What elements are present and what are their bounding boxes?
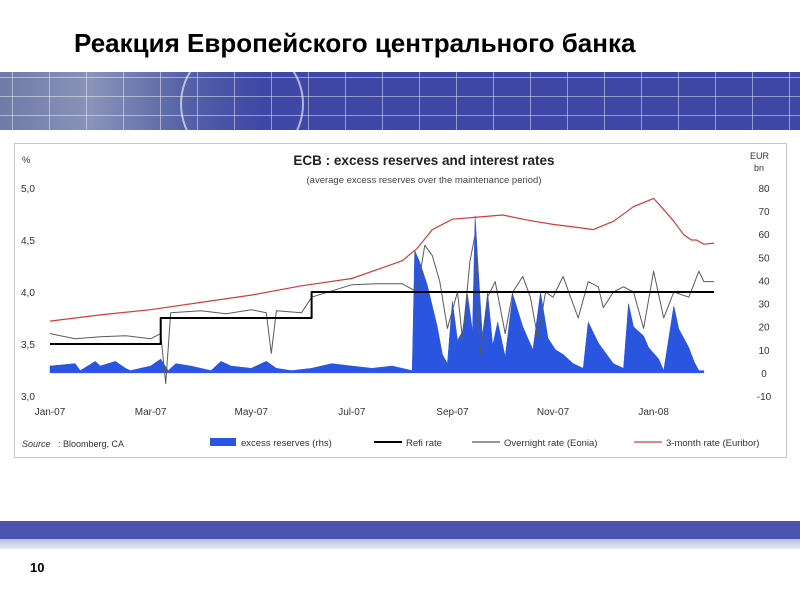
left-tick-label: 3,0 [21,392,35,403]
right-axis-unit-bn: bn [754,163,765,173]
x-tick-label: Jan-08 [638,407,669,418]
left-axis-unit: % [22,155,31,166]
legend-euribor-label: 3-month rate (Euribor) [666,438,760,449]
footer-band-gradient [0,539,800,549]
left-tick-label: 4,0 [21,288,35,299]
page-number: 10 [30,560,45,575]
right-tick-label: 80 [758,184,770,195]
right-tick-label: 10 [758,345,770,357]
euribor-line [50,198,714,321]
x-tick-label: May-07 [234,407,268,418]
right-tick-label: -10 [756,392,772,403]
chart-subtitle: (average excess reserves over the maintenance period) [306,175,542,186]
legend-eonia-label: Overnight rate (Eonia) [504,438,598,449]
left-tick-label: 5,0 [21,184,35,195]
right-tick-label: 70 [758,207,770,219]
source-label: Source [22,439,51,449]
left-tick-label: 4,5 [21,236,35,247]
legend-refi-label: Refi rate [406,438,442,449]
x-tick-label: Jan-07 [34,407,66,418]
right-tick-label: 30 [758,299,770,311]
right-tick-label: 0 [761,368,767,380]
x-tick-label: Sep-07 [436,407,469,418]
left-tick-label: 3,5 [21,340,35,351]
banner-grid-pattern [0,72,800,130]
footer-band [0,521,800,539]
refi-line [50,292,714,344]
ecb-chart [14,143,785,456]
right-axis-unit-eur: EUR [750,151,770,161]
x-tick-label: Mar-07 [134,407,167,418]
chart-title: ECB : excess reserves and interest rates [293,153,555,168]
x-tick-label: Jul-07 [338,407,366,418]
eonia-line [50,235,714,384]
slide-title: Реакция Европейского центрального банка [74,28,636,58]
header-banner [0,72,800,130]
right-tick-label: 40 [758,276,770,288]
excess-reserves-area [50,216,704,373]
right-tick-label: 20 [758,322,770,334]
right-tick-label: 60 [758,230,770,242]
x-tick-label: Nov-07 [536,407,570,418]
source-text: : Bloomberg, CA [58,439,125,449]
legend-excess-swatch [210,438,236,446]
legend-excess-label: excess reserves (rhs) [241,438,332,449]
right-tick-label: 50 [758,253,770,265]
